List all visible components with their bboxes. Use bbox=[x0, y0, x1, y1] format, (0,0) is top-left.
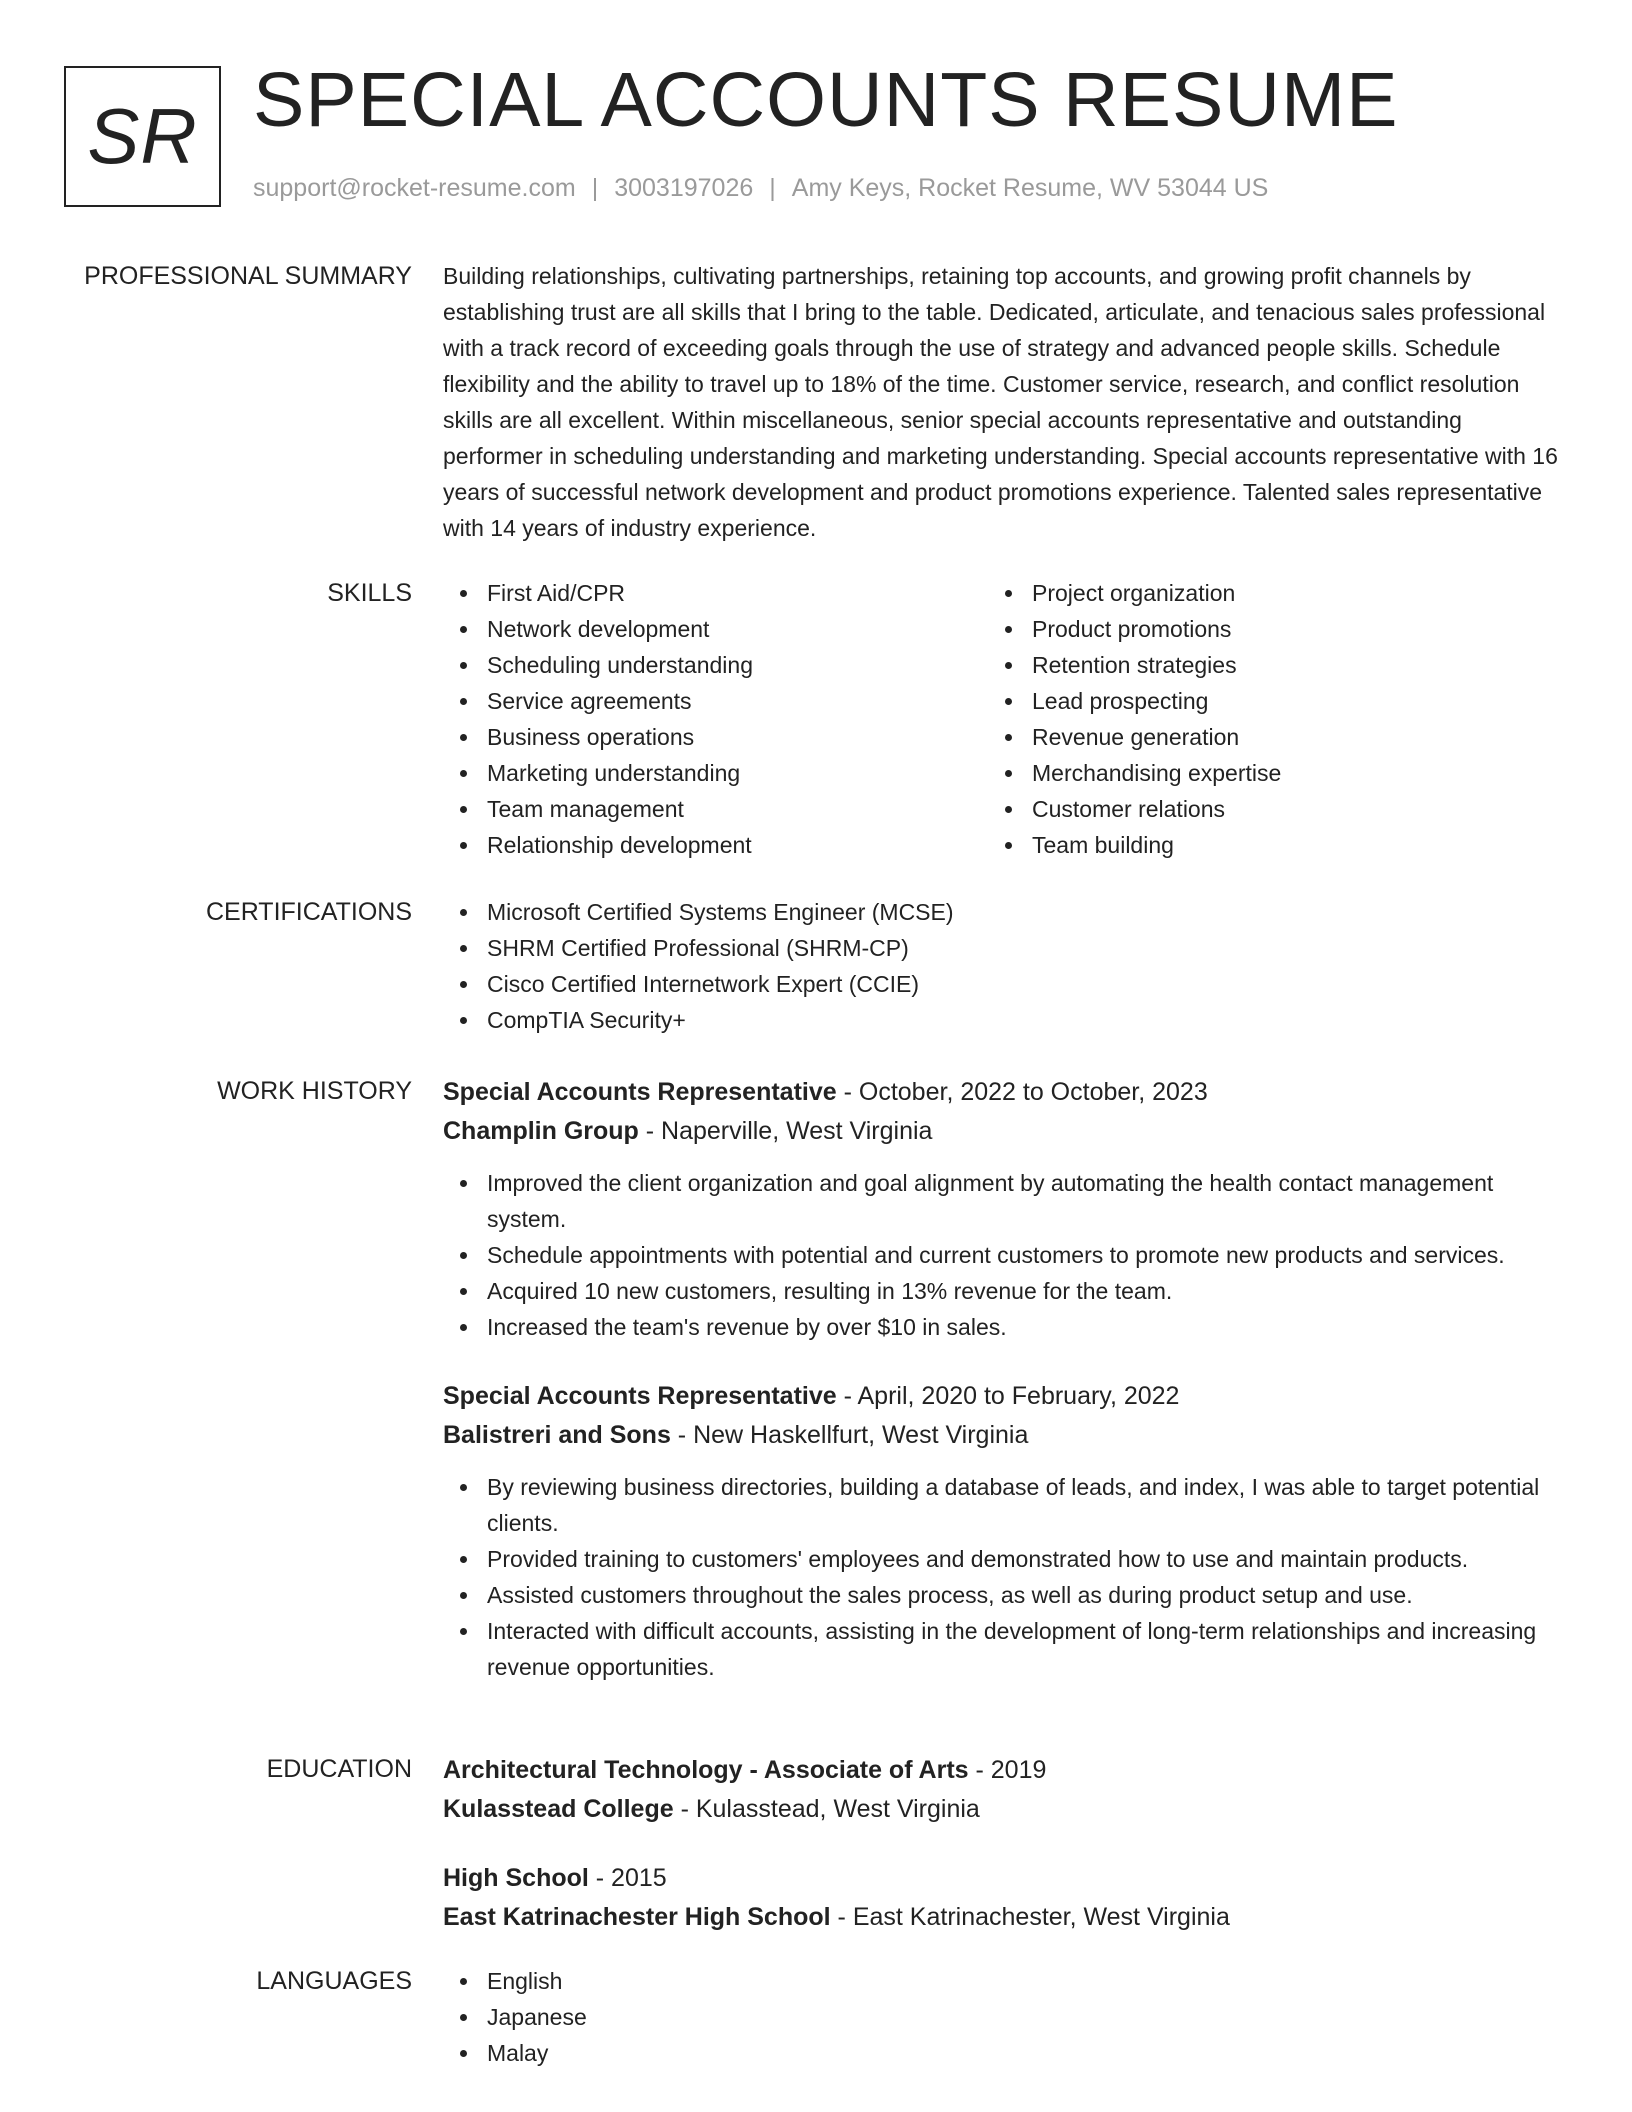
education-entry bbox=[443, 1751, 1558, 1829]
skill-item: Revenue generation bbox=[988, 719, 1533, 755]
education-entry bbox=[443, 1859, 1558, 1937]
job-bullet: Provided training to customers' employees and demonstrated how to use and maintain products. bbox=[443, 1541, 1558, 1577]
section-label-work-history: WORK HISTORY bbox=[217, 1077, 412, 1105]
skill-item: Scheduling understanding bbox=[443, 647, 988, 683]
skill-item: Lead prospecting bbox=[988, 683, 1533, 719]
job-bullet: Assisted customers throughout the sales process, as well as during product setup and use. bbox=[443, 1577, 1558, 1613]
contact-line bbox=[253, 174, 1268, 203]
skill-item: Business operations bbox=[443, 719, 988, 755]
skill-item: Customer relations bbox=[988, 791, 1533, 827]
job-bullet: Increased the team's revenue by over $10 in sales. bbox=[443, 1309, 1558, 1345]
section-label-certifications: CERTIFICATIONS bbox=[205, 898, 412, 926]
skill-item: Merchandising expertise bbox=[988, 755, 1533, 791]
job-location: - New Haskellfurt, West Virginia bbox=[670, 1421, 1029, 1449]
skills-list-right bbox=[988, 575, 1533, 863]
section-label-languages: LANGUAGES bbox=[256, 1967, 412, 1995]
contact-separator: | bbox=[769, 174, 776, 202]
skill-item: Project organization bbox=[988, 575, 1533, 611]
contact-phone[interactable]: 3003197026 bbox=[614, 174, 754, 202]
job-dates: - October, 2022 to October, 2023 bbox=[836, 1078, 1208, 1106]
certification-item: Microsoft Certified Systems Engineer (MCSE) bbox=[443, 894, 1558, 930]
language-item: Japanese bbox=[443, 1999, 1558, 2035]
skill-item: First Aid/CPR bbox=[443, 575, 988, 611]
job-bullet: Acquired 10 new customers, resulting in 13% revenue for the team. bbox=[443, 1273, 1558, 1309]
job-bullet: Improved the client organization and goal alignment by automating the health contact management system. bbox=[443, 1165, 1558, 1237]
education-school-line bbox=[443, 1898, 1558, 1937]
job-title: Special Accounts Representative bbox=[443, 1078, 837, 1106]
education-year: - 2015 bbox=[588, 1864, 667, 1892]
contact-separator: | bbox=[591, 174, 599, 202]
monogram-logo: SR bbox=[64, 66, 221, 207]
skill-item: Marketing understanding bbox=[443, 755, 988, 791]
job-bullet: Schedule appointments with potential and current customers to promote new products and services. bbox=[443, 1237, 1558, 1273]
section-label-education: EDUCATION bbox=[266, 1755, 412, 1783]
skill-item: Team management bbox=[443, 791, 988, 827]
education-degree: High School bbox=[443, 1864, 589, 1892]
job-company: Champlin Group bbox=[443, 1117, 639, 1145]
job-company: Balistreri and Sons bbox=[443, 1421, 671, 1449]
job-company-line bbox=[443, 1112, 1558, 1151]
summary-text: Building relationships, cultivating partnerships, retaining top accounts, and growing profit channels by establishing trust are all skills that I bring to the table. Dedicated, articulate, and tenacious sales professional with a track record of exceeding goals through the use of strategy and advanced people skills. Schedule flexibility and the ability to travel up to 18% of the time. Customer service, research, and conflict resolution skills are all excellent. Within miscellaneous, senior special accounts representative and outstanding performer in scheduling understanding and marketing understanding. Special accounts representative with 16 years of successful network development and product promotions experience. Talented sales representative with 14 years of industry experience. bbox=[443, 263, 1558, 541]
certification-item: SHRM Certified Professional (SHRM-CP) bbox=[443, 930, 1558, 966]
language-item: Malay bbox=[443, 2035, 1558, 2071]
job-company-line bbox=[443, 1416, 1558, 1455]
skill-item: Network development bbox=[443, 611, 988, 647]
skill-item: Team building bbox=[988, 827, 1533, 863]
contact-email[interactable]: support@rocket-resume.com bbox=[253, 174, 576, 202]
certifications-list bbox=[443, 894, 1558, 1038]
summary-content bbox=[443, 258, 1558, 546]
job-dates: - April, 2020 to February, 2022 bbox=[836, 1382, 1180, 1410]
skill-item: Product promotions bbox=[988, 611, 1533, 647]
skills-list-left bbox=[443, 575, 988, 863]
work-history-content bbox=[443, 1073, 1558, 1685]
job-title-line bbox=[443, 1377, 1558, 1416]
education-school: East Katrinachester High School bbox=[443, 1903, 831, 1931]
page-title: SPECIAL ACCOUNTS RESUME bbox=[253, 57, 1399, 143]
job-bullet: By reviewing business directories, building a database of leads, and index, I was able to target potential clients. bbox=[443, 1469, 1558, 1541]
education-degree-line bbox=[443, 1859, 1558, 1898]
job-bullets bbox=[443, 1165, 1558, 1345]
certification-item: CompTIA Security+ bbox=[443, 1002, 1558, 1038]
certifications-content bbox=[443, 894, 1558, 1038]
skill-item: Relationship development bbox=[443, 827, 988, 863]
section-label-summary: PROFESSIONAL SUMMARY bbox=[84, 262, 412, 290]
education-school: Kulasstead College bbox=[443, 1795, 674, 1823]
job-bullet: Interacted with difficult accounts, assisting in the development of long-term relationships and increasing revenue opportunities. bbox=[443, 1613, 1558, 1685]
languages-content bbox=[443, 1963, 1558, 2071]
education-location: - Kulasstead, West Virginia bbox=[673, 1795, 980, 1823]
section-label-skills: SKILLS bbox=[327, 579, 412, 607]
job-title-line bbox=[443, 1073, 1558, 1112]
certification-item: Cisco Certified Internetwork Expert (CCIE) bbox=[443, 966, 1558, 1002]
job-location: - Naperville, West Virginia bbox=[638, 1117, 933, 1145]
language-item: English bbox=[443, 1963, 1558, 1999]
job-bullets bbox=[443, 1469, 1558, 1685]
job-entry bbox=[443, 1377, 1558, 1685]
skills-grid bbox=[443, 575, 1558, 863]
education-school-line bbox=[443, 1790, 1558, 1829]
education-degree-line bbox=[443, 1751, 1558, 1790]
education-degree: Architectural Technology - Associate of Arts bbox=[443, 1756, 969, 1784]
education-location: - East Katrinachester, West Virginia bbox=[830, 1903, 1230, 1931]
languages-list bbox=[443, 1963, 1558, 2071]
skill-item: Retention strategies bbox=[988, 647, 1533, 683]
contact-address: Amy Keys, Rocket Resume, WV 53044 US bbox=[791, 174, 1269, 202]
job-entry bbox=[443, 1073, 1558, 1345]
skill-item: Service agreements bbox=[443, 683, 988, 719]
education-year: - 2019 bbox=[968, 1756, 1047, 1784]
education-content bbox=[443, 1751, 1558, 1937]
job-title: Special Accounts Representative bbox=[443, 1382, 837, 1410]
